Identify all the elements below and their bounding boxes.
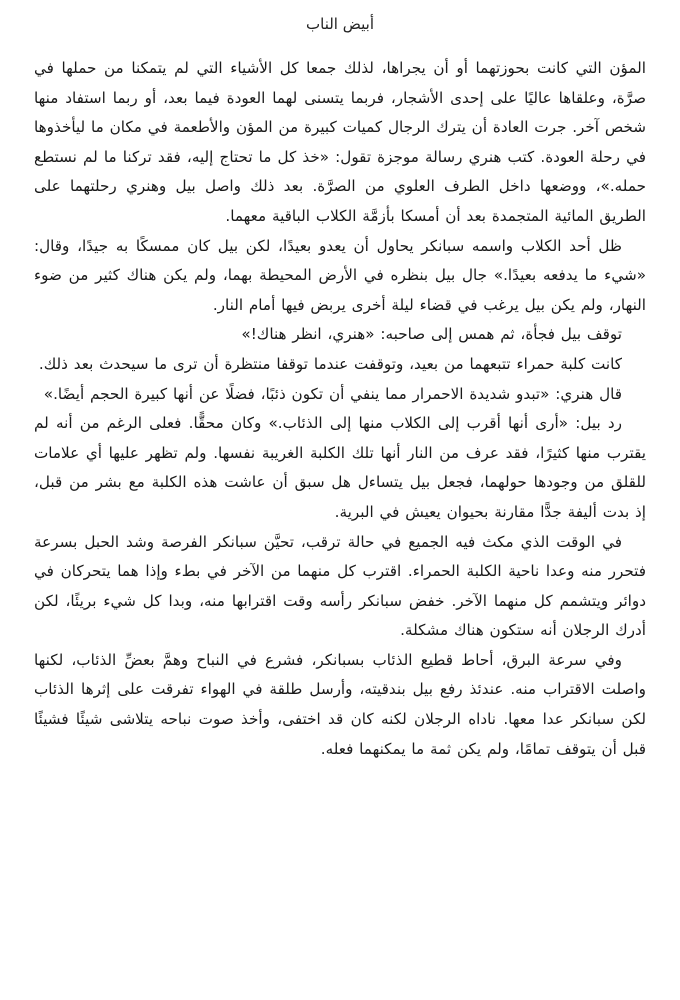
- paragraph-7: في الوقت الذي مكث فيه الجميع في حالة ترقب، تحيَّن سبانكر الفرصة وشد الحبل بسرعة فتحرر منه وعدا ناحية الكلبة الحمراء. اقترب كل منهما من الآخر في بطء وإذا هما يتحركان في دوائر ويتشمم كل منهما الآخر. خفض سبانكر رأسه وقت اقترابها منه، وبدا كل شيء بريئًا، لكن أدرك الرجلان أنه ستكون هناك مشكلة.: [34, 532, 646, 640]
- paragraph-5: قال هنري: «تبدو شديدة الاحمرار مما ينفي أن تكون ذئبًا، فضلًا عن أنها كبيرة الحجم أيضًا.»: [43, 384, 622, 403]
- body-text: [34, 54, 646, 764]
- paragraph-3: توقف بيل فجأة، ثم همس إلى صاحبه: «هنري، انظر هناك!»: [241, 325, 622, 344]
- paragraph-1: المؤن التي كانت بحوزتهما أو أن يجراها، لذلك جمعا كل الأشياء التي لم يتمكنا من حملها في صرَّة، وعلقاها عاليًا على إحدى الأشجار، فربما يتسنى لهما العودة فيما بعد، أو ربما استفاد منها شخص آخر. جرت العادة أن يترك الرجال كميات كبيرة من المؤن والأطعمة في مكان ما ليأخذوها في رحلة العودة. كتب هنري رسالة موجزة تقول: «خذ كل ما تحتاج إليه، فقد تركنا ما لم نستطع حمله.»، ووضعها داخل الطرف العلوي من الصرَّة. بعد ذلك واصل بيل وهنري رحلتهما على الطريق المائية المتجمدة بعد أن أمسكا بأزمَّة الكلاب الباقية معهما.: [34, 59, 646, 225]
- running-header-title: أبيض الناب: [306, 15, 374, 33]
- paragraph-6: رد بيل: «أرى أنها أقرب إلى الكلاب منها إلى الذئاب.» وكان محقًّا. فعلى الرغم من أنه لم يقترب منها كثيرًا، فقد عرف من النار أنها تلك الكلبة الغريبة نفسها. ولم تظهر عليها أي علامات للقلق من وجودها حولهما، فجعل بيل يتساءل هل سبق أن عاشت هذه الكلبة مع بشر من قبل، إذ بدت أليفة جدًّا مقارنة بحيوان يعيش في البرية.: [34, 414, 646, 521]
- paragraph-4: كانت كلبة حمراء تتبعهما من بعيد، وتوقفت عندما توقفا منتظرة أن ترى ما سيحدث بعد ذلك.: [38, 354, 622, 373]
- paragraph-8: وفي سرعة البرق، أحاط قطيع الذئاب بسبانكر، فشرع في النباح وهمَّ بعضِّ الذئاب، لكنها واصلت الاقتراب منه. عندئذ رفع بيل بندقيته، وأرسل طلقة في الهواء تفرقت على إثرها الذئاب لكن سبانكر عدا معها. ناداه الرجلان لكنه كان قد اختفى، وأخذ صوت نباحه يتلاشى شيئًا فشيئًا قبل أن يتوقف تمامًا، ولم يكن ثمة ما يمكنهما فعله.: [34, 650, 646, 758]
- paragraph-2: ظل أحد الكلاب واسمه سبانكر يحاول أن يعدو بعيدًا، لكن بيل كان ممسكًا به جيدًا، وقال: «شيء ما يدفعه بعيدًا.» جال بيل بنظره في الأرض المحيطة بهما، ولم يكن هناك كثير من ضوء النهار، ولم يكن بيل يرغب في قضاء ليلة أخرى يربض فيها أمام النار.: [34, 236, 646, 314]
